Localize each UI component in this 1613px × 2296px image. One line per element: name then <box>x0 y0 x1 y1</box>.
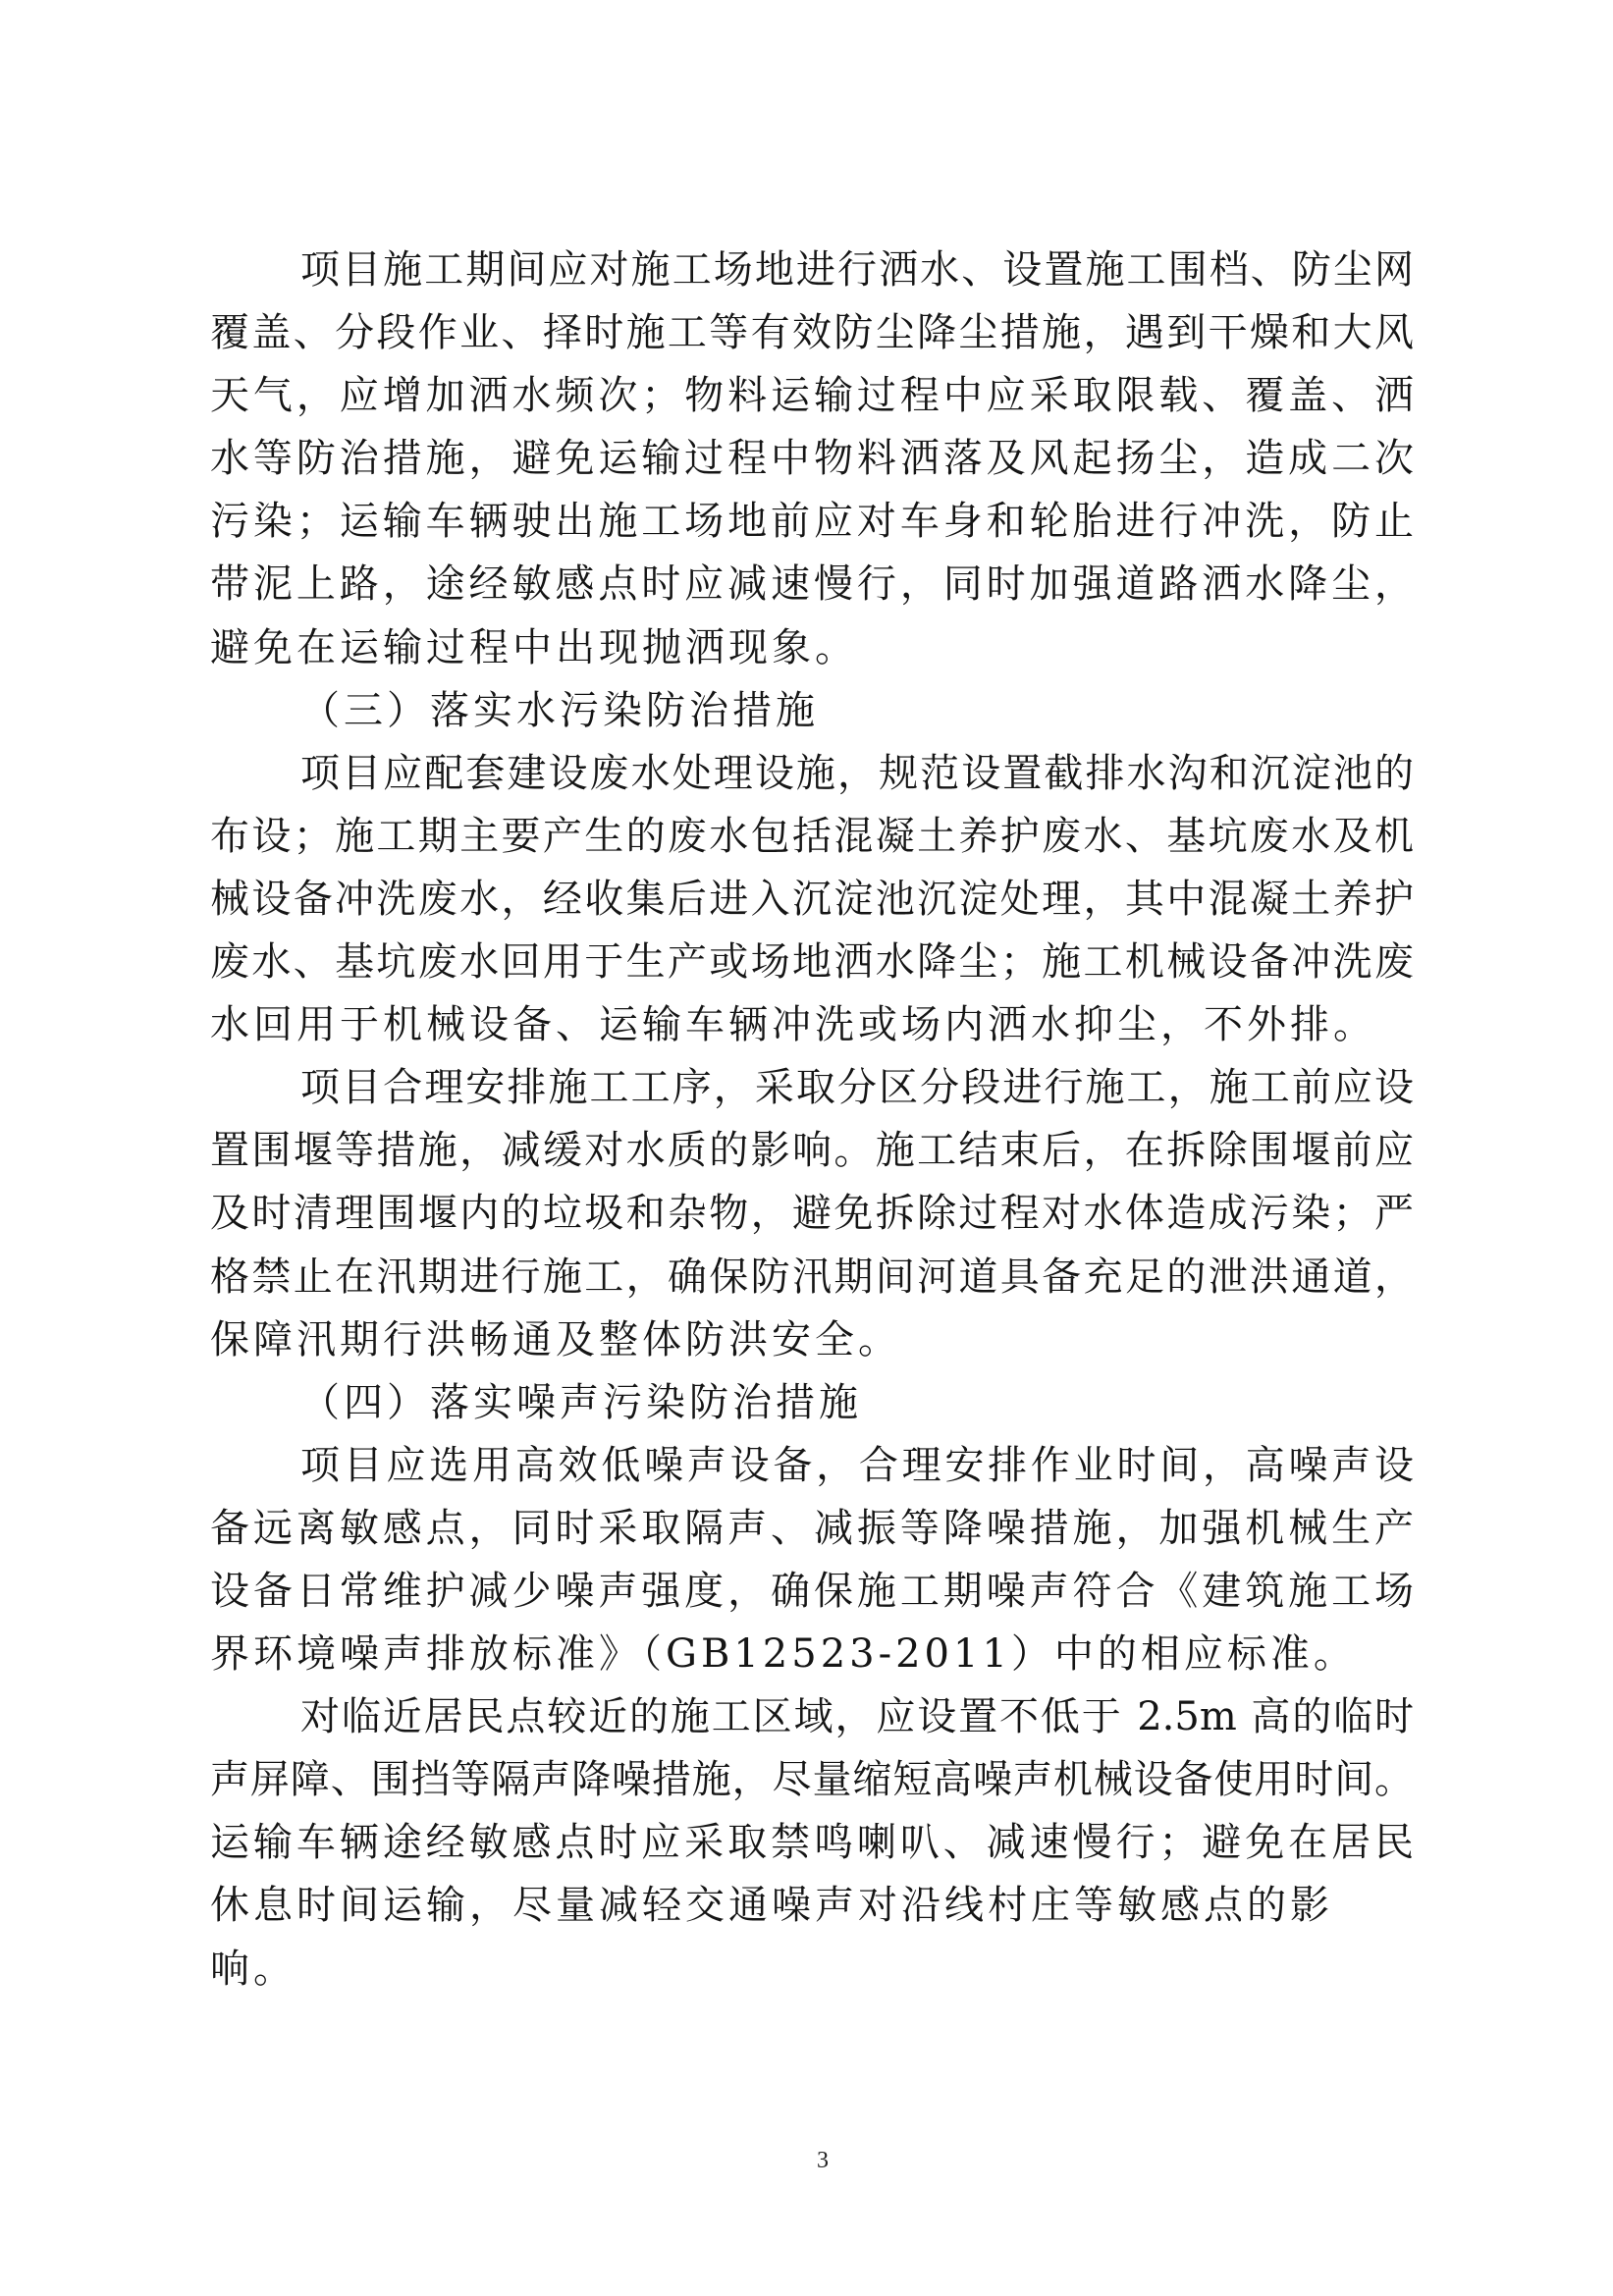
text-line: 水等防治措施，避免运输过程中物料洒落及风起扬尘，造成二次 <box>210 436 1414 482</box>
text-line: 置围堰等措施，减缓对水质的影响。施工结束后，在拆除围堰前应 <box>210 1128 1414 1174</box>
text-line: 布设；施工期主要产生的废水包括混凝土养护废水、基坑废水及机 <box>210 813 1414 859</box>
heading-text: （四）落实噪声污染防治措施 <box>300 1379 862 1425</box>
text-line: 备远离敏感点，同时采取隔声、减振等降噪措施，加强机械生产 <box>210 1505 1414 1551</box>
text-line: 项目应选用高效低噪声设备，合理安排作业时间，高噪声设 <box>300 1442 1414 1488</box>
text-line: 械设备冲洗废水，经收集后进入沉淀池沉淀处理，其中混凝土养护 <box>210 876 1414 922</box>
page-number: 3 <box>817 2148 829 2173</box>
text-line: 覆盖、分段作业、择时施工等有效防尘降尘措施，遇到干燥和大风 <box>210 310 1414 356</box>
text-line: 设备日常维护减少噪声强度，确保施工期噪声符合《建筑施工场 <box>210 1568 1414 1614</box>
section-heading <box>210 679 1414 742</box>
text-line: 保障汛期行洪畅通及整体防洪安全。 <box>210 1316 901 1362</box>
text-line: 项目合理安排施工工序，采取分区分段进行施工，施工前应设 <box>300 1065 1414 1111</box>
text-line: 废水、基坑废水回用于生产或场地洒水降尘；施工机械设备冲洗废 <box>210 939 1414 986</box>
paragraph <box>210 239 1414 679</box>
text-line: 对临近居民点较近的施工区域，应设置不低于 2.5m 高的临时 <box>300 1694 1414 1740</box>
text-line: 带泥上路，途经敏感点时应减速慢行，同时加强道路洒水降尘， <box>210 561 1414 608</box>
text-line: 天气，应增加洒水频次；物料运输过程中应采取限载、覆盖、洒 <box>210 373 1414 419</box>
text-line: 避免在运输过程中出现抛洒现象。 <box>210 624 858 670</box>
paragraph <box>210 1056 1414 1370</box>
text-line: 运输车辆途经敏感点时应采取禁鸣喇叭、减速慢行；避免在居民 <box>210 1820 1414 1866</box>
text-line: 污染；运输车辆驶出施工场地前应对车身和轮胎进行冲洗，防止 <box>210 499 1414 545</box>
text-line: 格禁止在汛期进行施工，确保防汛期间河道具备充足的泄洪通道， <box>210 1254 1414 1300</box>
heading-text: （三）落实水污染防治措施 <box>300 687 819 733</box>
text-line: 项目施工期间应对施工场地进行洒水、设置施工围档、防尘网 <box>300 247 1414 293</box>
paragraph <box>210 1434 1414 1685</box>
paragraph <box>210 742 1414 1056</box>
text-line: 水回用于机械设备、运输车辆冲洗或场内洒水抑尘，不外排。 <box>210 1002 1376 1048</box>
text-line: 声屏障、围挡等隔声降噪措施，尽量缩短高噪声机械设备使用时间。 <box>210 1757 1414 1803</box>
section-heading <box>210 1371 1414 1434</box>
text-line: 项目应配套建设废水处理设施，规范设置截排水沟和沉淀池的 <box>300 750 1414 796</box>
text-line: 及时清理围堰内的垃圾和杂物，避免拆除过程对水体造成污染；严 <box>210 1191 1414 1237</box>
body-text <box>210 239 1414 2001</box>
paragraph <box>210 1685 1414 2000</box>
text-line: 界环境噪声排放标准》（GB12523-2011）中的相应标准。 <box>210 1631 1357 1678</box>
text-line: 休息时间运输，尽量减轻交通噪声对沿线村庄等敏感点的影响。 <box>210 1883 1333 1992</box>
